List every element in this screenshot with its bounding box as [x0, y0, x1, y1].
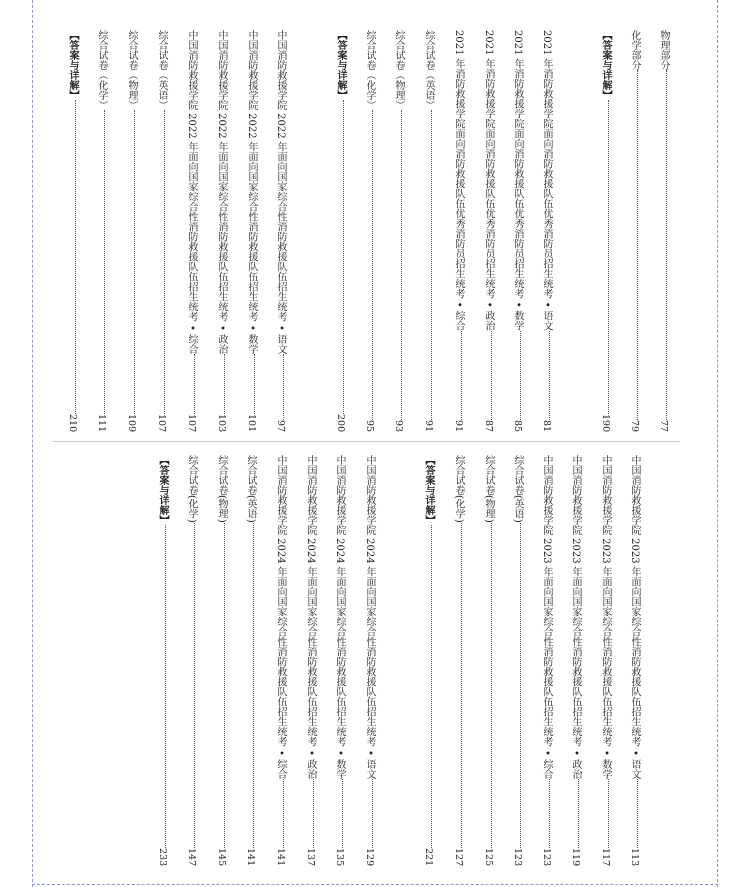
toc-dot-leader [164, 110, 165, 414]
page-frame-left [32, 0, 33, 887]
toc-dot-leader [608, 779, 609, 848]
toc-dot-leader [549, 331, 550, 420]
toc-dot-leader [283, 354, 284, 420]
toc-entry-page-number: 107 [186, 413, 197, 432]
toc-entry-title: 综合试卷（化学） [96, 30, 107, 110]
toc-dot-leader [75, 100, 76, 414]
toc-entry-title: 【答案与详解】 [600, 30, 611, 100]
toc-entry-title: 【答案与详解】 [67, 30, 78, 100]
toc-entry-title: 综合试卷(英语) [245, 455, 256, 523]
toc-entry-title: 综合试卷(化学) [453, 455, 464, 523]
toc-dot-leader [401, 110, 402, 420]
toc-entry-title: 中国消防救援学院 2024 年面向国家综合性消防救援队伍招生统考 • 综合 [275, 455, 286, 780]
toc-dot-leader [461, 331, 462, 420]
toc-dot-leader [637, 70, 638, 420]
toc-entry[interactable] [628, 455, 640, 866]
toc-dot-leader [313, 779, 314, 848]
toc-entry-title: 综合试卷(英语) [512, 455, 523, 523]
toc-entry[interactable] [185, 30, 197, 432]
toc-entry-page-number: 101 [246, 413, 257, 432]
toc-entry-page-number: 200 [335, 413, 346, 432]
toc-entry-title: 综合试卷（化学） [364, 30, 375, 110]
toc-entry[interactable] [511, 30, 523, 432]
toc-entry[interactable] [304, 455, 316, 866]
toc-entry-title: 综合试卷（物理） [393, 30, 404, 110]
toc-entry-page-number: 113 [629, 847, 640, 866]
toc-dot-leader [666, 70, 667, 420]
toc-entry[interactable] [215, 30, 227, 432]
toc-entry-answers[interactable] [66, 30, 78, 432]
toc-entry-page-number: 129 [364, 847, 375, 866]
toc-dot-leader [491, 523, 492, 848]
toc-dot-leader [194, 354, 195, 414]
toc-entry-title: 综合试卷(物理) [483, 455, 494, 523]
toc-entry-title: 中国消防救援学院 2023 年面向国家综合性消防救援队伍招生统考 • 数学 [600, 455, 611, 780]
toc-entry[interactable] [95, 30, 107, 432]
toc-dot-leader [578, 779, 579, 848]
toc-entry[interactable] [511, 455, 523, 866]
toc-dot-leader [104, 110, 105, 414]
toc-entry[interactable] [422, 30, 434, 432]
toc-entry-page-number: 123 [541, 847, 552, 866]
toc-dot-leader [491, 331, 492, 420]
toc-entry-title: 2021 年消防救援学院面向消防救援队伍优秀消防员招生统考 • 综合 [453, 30, 464, 331]
toc-entry-answers[interactable] [156, 455, 168, 866]
toc-entry-title: 【答案与详解】 [335, 30, 346, 100]
toc-entry-page-number: 145 [216, 847, 227, 866]
toc-dot-leader [520, 331, 521, 420]
page-frame-bottom [32, 884, 718, 885]
toc-entry[interactable] [245, 30, 257, 432]
toc-dot-leader [431, 110, 432, 420]
toc-dot-leader [224, 523, 225, 848]
toc-entry-title: 综合试卷(化学) [186, 455, 197, 523]
toc-dot-leader [134, 110, 135, 414]
toc-entry-title: 物理部分 [658, 30, 669, 70]
toc-entry[interactable] [363, 455, 375, 866]
toc-entry[interactable] [452, 455, 464, 866]
toc-entry-page-number: 123 [512, 847, 523, 866]
toc-entry[interactable] [452, 30, 464, 432]
toc-entry-answers[interactable] [599, 30, 611, 432]
toc-entry-page-number: 141 [245, 847, 256, 866]
toc-entry[interactable] [244, 455, 256, 866]
toc-dot-leader [194, 523, 195, 848]
page-frame-right [717, 0, 718, 887]
toc-entry-title: 综合试卷(物理) [216, 455, 227, 523]
toc-entry[interactable] [482, 455, 494, 866]
toc-entry-page-number: 77 [658, 419, 669, 432]
toc-entry[interactable] [125, 30, 137, 432]
toc-entry-page-number: 210 [67, 413, 78, 432]
toc-entry-page-number: 95 [364, 419, 375, 432]
toc-entry-page-number: 147 [186, 847, 197, 866]
toc-entry-title: 中国消防救援学院 2022 年面向国家综合性消防救援队伍招生统考 • 综合 [186, 30, 197, 355]
toc-dot-leader [372, 110, 373, 420]
toc-entry-title: 中国消防救援学院 2024 年面向国家综合性消防救援队伍招生统考 • 政治 [305, 455, 316, 780]
toc-entry[interactable] [274, 455, 286, 866]
toc-entry[interactable] [569, 455, 581, 866]
toc-entry[interactable] [274, 30, 286, 432]
toc-dot-leader [549, 779, 550, 848]
toc-entry-title: 2021 年消防救援学院面向消防救援队伍优秀消防员招生统考 • 政治 [483, 30, 494, 331]
toc-entry-title: 中国消防救援学院 2024 年面向国家综合性消防救援队伍招生统考 • 数学 [334, 455, 345, 780]
toc-entry-title: 化学部分 [629, 30, 640, 70]
toc-dot-leader [165, 525, 166, 848]
toc-entry[interactable] [185, 455, 197, 866]
toc-entry-page-number: 103 [216, 413, 227, 432]
toc-entry-page-number: 81 [541, 419, 552, 432]
toc-entry-page-number: 233 [157, 847, 168, 866]
toc-entry-page-number: 87 [483, 419, 494, 432]
toc-entry[interactable] [215, 455, 227, 866]
toc-dot-leader [224, 354, 225, 414]
toc-entry-page-number: 109 [126, 413, 137, 432]
toc-entry-page-number: 93 [393, 419, 404, 432]
toc-entry-page-number: 190 [600, 413, 611, 432]
toc-dot-leader [637, 779, 638, 848]
toc-entry-title: 综合试卷（英语） [423, 30, 434, 110]
toc-entry-title: 中国消防救援学院 2023 年面向国家综合性消防救援队伍招生统考 • 综合 [541, 455, 552, 780]
toc-entry-page-number: 111 [96, 413, 107, 432]
toc-entry-title: 【答案与详解】 [423, 455, 434, 525]
toc-entry-title: 中国消防救援学院 2023 年面向国家综合性消防救援队伍招生统考 • 语文 [629, 455, 640, 780]
toc-dot-leader [283, 779, 284, 848]
toc-entry[interactable] [628, 30, 640, 432]
toc-dot-leader [253, 523, 254, 848]
toc-entry-page-number: 127 [453, 847, 464, 866]
toc-entry-page-number: 107 [156, 413, 167, 432]
toc-entry[interactable] [540, 30, 552, 432]
toc-entry-title: 中国消防救援学院 2022 年面向国家综合性消防救援队伍招生统考 • 语文 [275, 30, 286, 355]
toc-entry-title: 中国消防救援学院 2022 年面向国家综合性消防救援队伍招生统考 • 数学 [246, 30, 257, 355]
toc-entry[interactable] [540, 455, 552, 866]
toc-entry-title: 中国消防救援学院 2024 年面向国家综合性消防救援队伍招生统考 • 语文 [364, 455, 375, 780]
toc-entry-page-number: 97 [275, 419, 286, 432]
toc-entry[interactable] [657, 30, 669, 432]
toc-entry[interactable] [155, 30, 167, 432]
toc-dot-leader [431, 525, 432, 848]
toc-entry-page-number: 135 [334, 847, 345, 866]
toc-entry[interactable] [599, 455, 611, 866]
toc-entry-title: 2021 年消防救援学院面向消防救援队伍优秀消防员招生统考 • 语文 [541, 30, 552, 331]
toc-entry-page-number: 137 [305, 847, 316, 866]
toc-entry-answers[interactable] [334, 30, 346, 432]
toc-entry-page-number: 141 [275, 847, 286, 866]
toc-dot-leader [461, 523, 462, 848]
toc-dot-leader [254, 354, 255, 414]
toc-dot-leader [608, 100, 609, 414]
toc-entry-page-number: 119 [570, 847, 581, 866]
toc-dot-leader [342, 779, 343, 848]
toc-entry[interactable] [333, 455, 345, 866]
page-divider [52, 441, 680, 442]
toc-entry-page-number: 117 [600, 847, 611, 866]
toc-dot-leader [520, 523, 521, 848]
toc-entry-answers[interactable] [422, 455, 434, 866]
toc-dot-leader [372, 779, 373, 848]
toc-entry-page-number: 91 [423, 419, 434, 432]
toc-entry-title: 2021 年消防救援学院面向消防救援队伍优秀消防员招生统考 • 数学 [512, 30, 523, 331]
toc-entry-page-number: 85 [512, 419, 523, 432]
toc-entry-page-number: 221 [423, 847, 434, 866]
toc-entry-title: 【答案与详解】 [157, 455, 168, 525]
toc-entry[interactable] [363, 30, 375, 432]
toc-entry-title: 中国消防救援学院 2022 年面向国家综合性消防救援队伍招生统考 • 政治 [216, 30, 227, 355]
toc-dot-leader [343, 100, 344, 414]
toc-entry-title: 中国消防救援学院 2023 年面向国家综合性消防救援队伍招生统考 • 政治 [570, 455, 581, 780]
toc-entry-page-number: 79 [629, 419, 640, 432]
toc-entry[interactable] [392, 30, 404, 432]
toc-entry-page-number: 125 [483, 847, 494, 866]
toc-entry[interactable] [482, 30, 494, 432]
toc-entry-title: 综合试卷（物理） [126, 30, 137, 110]
toc-entry-page-number: 91 [453, 419, 464, 432]
toc-entry-title: 综合试卷（英语） [156, 30, 167, 110]
